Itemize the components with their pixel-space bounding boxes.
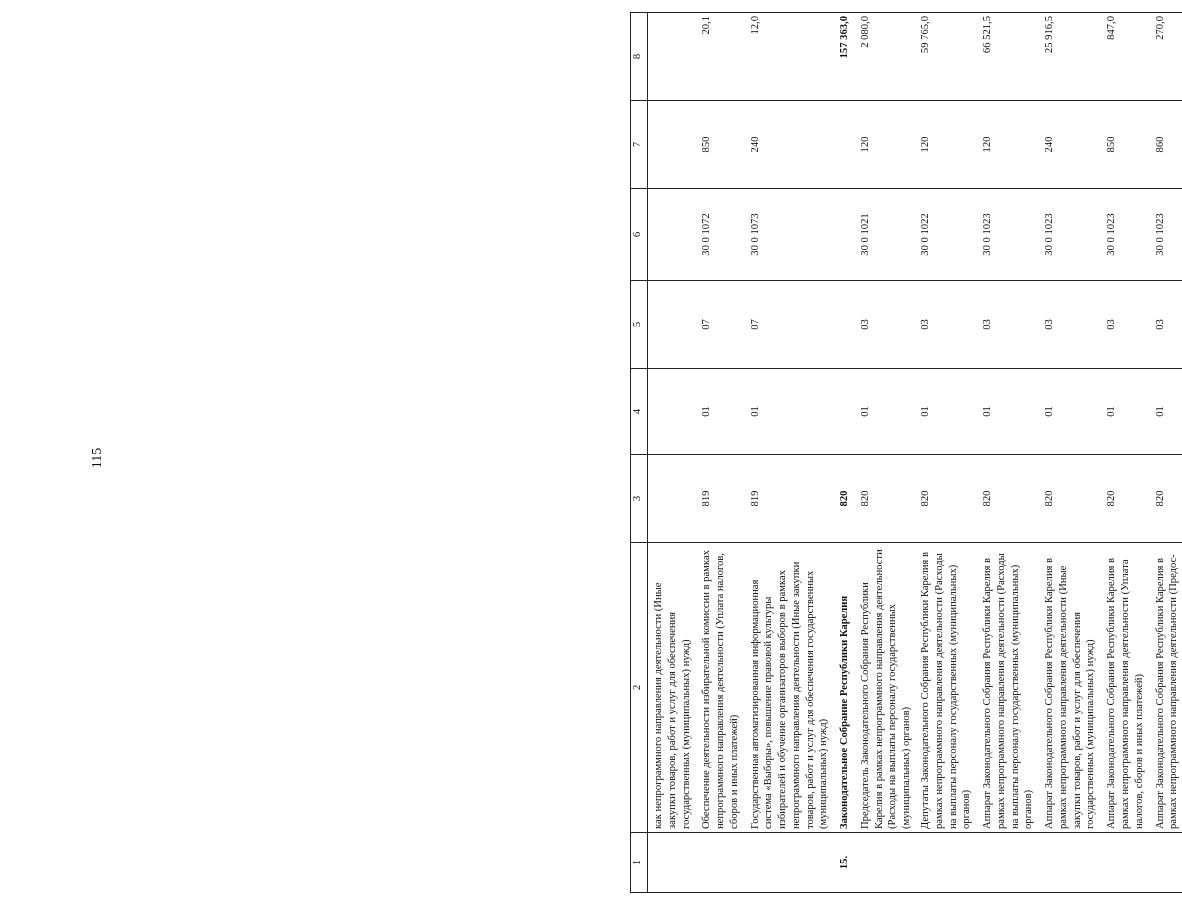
expense-type-code: 850	[694, 101, 742, 189]
target-article-code	[832, 189, 853, 281]
table-row	[743, 13, 833, 893]
subsection-code	[832, 281, 853, 369]
table-row	[1037, 13, 1099, 893]
target-article-code: 30 0 1022	[915, 189, 975, 281]
target-article-code	[648, 189, 695, 281]
page-number: 115	[90, 447, 106, 469]
table-header	[631, 13, 648, 893]
row-number	[1099, 833, 1147, 893]
ministry-code: 820	[975, 455, 1037, 543]
amount: 270,0	[1148, 13, 1182, 101]
expense-name: как непрограммного направления деятельности (Иные закупки товаров, работ и услуг для обеспечения государственных (муниципальных) нужд)	[648, 543, 695, 833]
table-row	[1148, 13, 1182, 893]
table-row	[1099, 13, 1147, 893]
section-code: 01	[915, 369, 975, 455]
ministry-code: 820	[853, 455, 915, 543]
section-code: 01	[1099, 369, 1147, 455]
ministry-code: 820	[1037, 455, 1099, 543]
row-number	[915, 833, 975, 893]
header-row	[631, 13, 648, 893]
amount: 66 521,5	[975, 13, 1037, 101]
amount: 20,1	[694, 13, 742, 101]
amount: 12,0	[743, 13, 833, 101]
table-row	[648, 13, 695, 893]
header-cell: 8	[631, 13, 648, 101]
row-number: 15.	[832, 833, 853, 893]
row-number	[648, 833, 695, 893]
target-article-code: 30 0 1073	[743, 189, 833, 281]
ministry-code: 819	[743, 455, 833, 543]
ministry-code: 820	[915, 455, 975, 543]
expense-type-code: 240	[1037, 101, 1099, 189]
row-number	[1037, 833, 1099, 893]
section-code: 01	[743, 369, 833, 455]
budget-table	[630, 12, 1182, 893]
header-cell: 7	[631, 101, 648, 189]
amount	[648, 13, 695, 101]
rotated-page-content	[630, 13, 1180, 893]
expense-name: Председатель Законодательного Собрания Республики Карелия в рамках непрограммного направления деятельности (Расходы на выплаты персоналу государственных (муниципальных) органов)	[853, 543, 915, 833]
ministry-code: 820	[1099, 455, 1147, 543]
target-article-code: 30 0 1072	[694, 189, 742, 281]
amount: 2 080,0	[853, 13, 915, 101]
section-code	[648, 369, 695, 455]
subsection-code: 03	[853, 281, 915, 369]
expense-name: Законодательное Собрание Республики Карелия	[832, 543, 853, 833]
expense-name: Аппарат Законодательного Собрания Республики Карелия в рамках непрограммного направления деятельности (Иные закупки товаров, работ и услуг для обеспечения государственных (муниципальных) нужд)	[1037, 543, 1099, 833]
row-number	[694, 833, 742, 893]
expense-type-code: 240	[743, 101, 833, 189]
subsection-code: 03	[1099, 281, 1147, 369]
expense-name: Государственная автоматизированная информационная система «Выборы», повышение правовой культуры избирателей и обучение организаторов выборов в рамках непрограммного направления деятельности (Иные закупки товаров, работ и услуг для обеспечения государственных (муниципальных) нужд)	[743, 543, 833, 833]
amount: 157 363,0	[832, 13, 853, 101]
subsection-code: 07	[743, 281, 833, 369]
section-code	[832, 369, 853, 455]
subsection-code: 03	[975, 281, 1037, 369]
header-cell: 3	[631, 455, 648, 543]
expense-type-code: 120	[853, 101, 915, 189]
section-code: 01	[975, 369, 1037, 455]
expense-name: Аппарат Законодательного Собрания Республики Карелия в рамках непрограммного направления деятельности (Предос-	[1148, 543, 1182, 833]
header-cell: 5	[631, 281, 648, 369]
section-code: 01	[1148, 369, 1182, 455]
expense-type-code: 850	[1099, 101, 1147, 189]
ministry-code	[648, 455, 695, 543]
target-article-code: 30 0 1023	[975, 189, 1037, 281]
ministry-code: 820	[832, 455, 853, 543]
expense-type-code: 860	[1148, 101, 1182, 189]
header-cell: 2	[631, 543, 648, 833]
subsection-code: 03	[1148, 281, 1182, 369]
subsection-code: 07	[694, 281, 742, 369]
table-row	[975, 13, 1037, 893]
target-article-code: 30 0 1021	[853, 189, 915, 281]
expense-type-code	[832, 101, 853, 189]
ministry-code: 819	[694, 455, 742, 543]
row-number	[1148, 833, 1182, 893]
amount: 59 765,0	[915, 13, 975, 101]
target-article-code: 30 0 1023	[1099, 189, 1147, 281]
row-number	[975, 833, 1037, 893]
expense-type-code	[648, 101, 695, 189]
header-cell: 6	[631, 189, 648, 281]
expense-name: Аппарат Законодательного Собрания Республики Карелия в рамках непрограммного направления деятельности (Уплата налогов, сборов и иных платежей)	[1099, 543, 1147, 833]
expense-type-code: 120	[915, 101, 975, 189]
row-number	[853, 833, 915, 893]
target-article-code: 30 0 1023	[1148, 189, 1182, 281]
amount: 847,0	[1099, 13, 1147, 101]
table-row	[853, 13, 915, 893]
amount: 25 916,5	[1037, 13, 1099, 101]
section-code: 01	[1037, 369, 1099, 455]
table-body	[648, 13, 1182, 893]
expense-type-code: 120	[975, 101, 1037, 189]
row-number	[743, 833, 833, 893]
expense-name: Обеспечение деятельности избирательной комиссии в рамках непрограммного направления деятельности (Уплата налогов, сборов и иных платежей)	[694, 543, 742, 833]
table-row	[832, 13, 853, 893]
section-code: 01	[853, 369, 915, 455]
table-row	[694, 13, 742, 893]
table-row	[915, 13, 975, 893]
header-cell: 1	[631, 833, 648, 893]
expense-name: Депутаты Законодательного Собрания Республики Карелия в рамках непрограммного направления деятельности (Расходы на выплаты персоналу государственных (муниципальных) органов)	[915, 543, 975, 833]
subsection-code: 03	[915, 281, 975, 369]
subsection-code	[648, 281, 695, 369]
section-code: 01	[694, 369, 742, 455]
subsection-code: 03	[1037, 281, 1099, 369]
header-cell: 4	[631, 369, 648, 455]
expense-name: Аппарат Законодательного Собрания Республики Карелия в рамках непрограммного направления деятельности (Расходы на выплаты персоналу государственных (муниципальных) органов)	[975, 543, 1037, 833]
target-article-code: 30 0 1023	[1037, 189, 1099, 281]
ministry-code: 820	[1148, 455, 1182, 543]
